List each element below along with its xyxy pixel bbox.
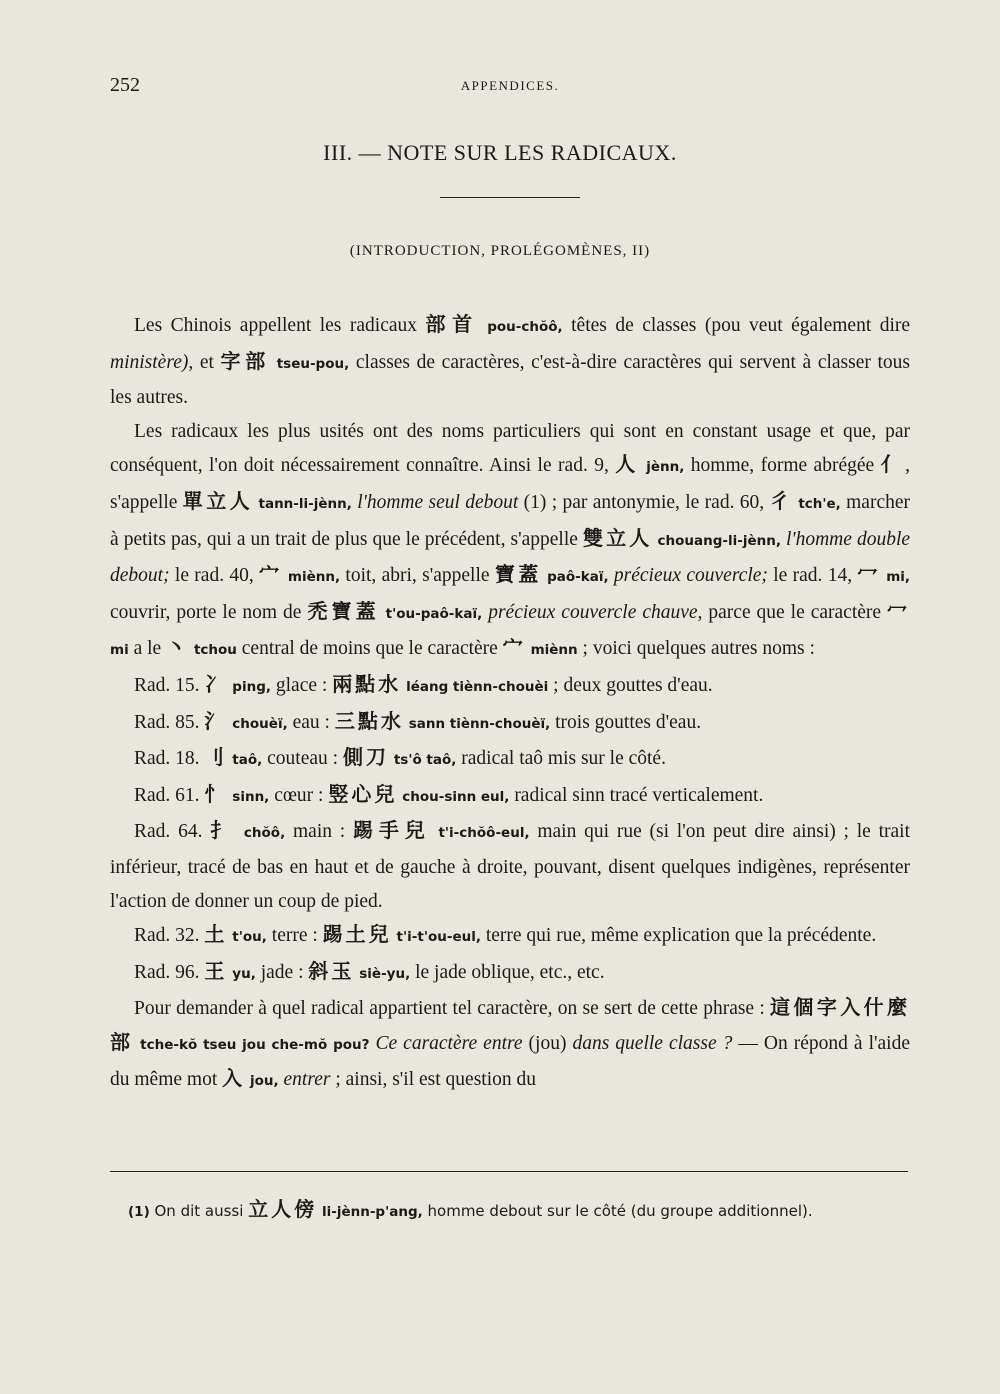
italic-term: précieux couvercle chauve, xyxy=(482,601,703,623)
text-run: toit, abri, s'appelle xyxy=(340,565,495,587)
radical-entry xyxy=(110,778,910,815)
text-run: , s'appelle xyxy=(110,455,911,513)
italic-term: Ce caractère entre xyxy=(369,1032,523,1054)
romanization: mi, xyxy=(886,569,911,586)
chinese-term: 丶 xyxy=(166,635,190,660)
text-run: le rad. 14, xyxy=(767,565,858,587)
page-header xyxy=(110,74,910,98)
radical-entry-64 xyxy=(110,814,910,918)
text-run: le jade oblique, etc., etc. xyxy=(410,961,605,983)
text-run: classes de caractères, c'est-à-dire caractères qui servent à classer tous les autres. xyxy=(110,351,911,409)
section-subtitle: (INTRODUCTION, PROLÉGOMÈNES, II) xyxy=(349,243,651,259)
chinese-term: 刂 xyxy=(204,745,228,770)
romanization: pou-chŏô, xyxy=(487,319,563,335)
text-run: main : xyxy=(285,821,353,843)
chinese-term: 彳 xyxy=(769,488,793,513)
chinese-term: 氵 xyxy=(204,708,228,733)
text-run: et xyxy=(193,351,221,373)
title-divider xyxy=(440,197,580,198)
radical-label: Rad. 64. xyxy=(134,821,203,843)
text-run: glace : xyxy=(271,674,333,696)
chinese-term: 王 xyxy=(204,958,228,983)
romanization: tann-li-jènn, xyxy=(258,495,352,512)
italic-term: l'homme double debout; xyxy=(110,528,911,587)
text-run: têtes de classes (pou veut également dire xyxy=(562,315,911,336)
radical-label: Rad. 15. xyxy=(134,674,200,696)
paragraph-radical-names xyxy=(110,415,910,668)
footnote-divider xyxy=(110,1171,908,1172)
chinese-term: 竪心兒 xyxy=(328,781,398,806)
text-run: cœur : xyxy=(269,784,329,806)
romanization: jènn, xyxy=(646,459,685,476)
chinese-term: 冖 xyxy=(887,598,911,623)
romanization: sinn, xyxy=(232,788,270,805)
paragraph-question-phrase xyxy=(110,991,910,1099)
text-run: Les Chinois appellent les radicaux xyxy=(134,315,426,336)
romanization: tchou xyxy=(193,642,237,659)
text-run: On dit aussi xyxy=(149,1202,249,1220)
italic-term: ministère), xyxy=(110,351,194,373)
chinese-term: 踢土兒 xyxy=(322,922,392,947)
italic-term: dans quelle classe ? xyxy=(572,1032,733,1054)
romanization: siè-yu, xyxy=(359,965,411,982)
chinese-term: 踢手兒 xyxy=(352,818,431,843)
text-run: Pour demander à quel radical appartient tel caractère, on se sert de cette phrase : xyxy=(134,998,771,1020)
romanization: t'i-chŏô-eul, xyxy=(438,825,530,842)
chinese-term: 扌 xyxy=(210,818,237,843)
chinese-term: 人 xyxy=(615,452,640,477)
romanization: tseu-pou, xyxy=(276,355,350,372)
romanization: t'i-t'ou-eul, xyxy=(396,929,481,946)
radical-label: Rad. 18. xyxy=(134,748,200,770)
text-run: a le xyxy=(128,638,167,660)
chinese-term: 禿寶蓋 xyxy=(307,598,380,623)
chinese-term: 入 xyxy=(222,1066,246,1091)
chinese-term: 立人傍 xyxy=(248,1197,318,1221)
text-run: main qui rue (si l'on peut dire ainsi) ; le trait inférieur, tracé de bas en haut et de gauche à droite, pouvant, disent quelques indigènes, représenter l'action de donner un coup de pied. xyxy=(110,821,910,912)
chinese-term: 側刀 xyxy=(342,745,389,770)
text-run: ; voici quelques autres noms : xyxy=(577,638,815,660)
text-run: trois gouttes d'eau. xyxy=(550,711,702,733)
radical-entry-96 xyxy=(110,955,910,992)
text-run: radical taô mis sur le côté. xyxy=(456,748,666,770)
chinese-term: 兩點水 xyxy=(332,671,402,696)
chinese-term: 忄 xyxy=(204,781,228,806)
radical-label: Rad. 32. xyxy=(134,925,200,947)
text-run: marcher à petits pas, qui a un trait de plus que le précédent, s'appelle xyxy=(110,491,911,550)
chinese-term: 單立人 xyxy=(182,488,254,513)
romanization: mi xyxy=(110,642,129,659)
romanization: miènn xyxy=(530,642,578,659)
chinese-term: 斜玉 xyxy=(308,958,355,983)
text-run: (jou) xyxy=(522,1032,573,1054)
chinese-term: 土 xyxy=(204,922,228,947)
chinese-term: 寶蓋 xyxy=(494,562,542,587)
page-number: 252 xyxy=(110,74,140,96)
chinese-term: 部首 xyxy=(425,312,479,336)
chinese-phrase: 這個字入什麼部 xyxy=(110,995,910,1054)
italic-term: l'homme seul debout xyxy=(351,491,519,513)
running-head: APPENDICES. xyxy=(460,78,560,93)
romanization: tch'e, xyxy=(798,495,841,512)
radical-label: Rad. 96. xyxy=(134,961,200,983)
romanization: sann tiènn-chouèï, xyxy=(408,715,551,732)
text-run: terre qui rue, même explication que la précédente. xyxy=(480,925,877,947)
text-run: radical sinn tracé verticalement. xyxy=(509,784,764,806)
romanization: chŏô, xyxy=(243,825,286,842)
text-run: — On répond à l'aide du même mot xyxy=(110,1032,911,1091)
romanization: t'ou, xyxy=(232,929,267,946)
footnote xyxy=(128,1193,908,1222)
text-run: ; ainsi, s'il est question du xyxy=(330,1069,537,1091)
radical-entry-32 xyxy=(110,918,910,955)
text-run: Les radicaux les plus usités ont des noms particuliers qui sont en constant usage et que, par conséquent, l'on doit nécessairement connaître. Ainsi le rad. 9, xyxy=(110,420,910,477)
text-run: central de moins que le caractère xyxy=(236,638,503,660)
romanization: jou, xyxy=(249,1073,279,1090)
radical-label: Rad. 85. xyxy=(134,711,200,733)
paragraph-radicals-intro xyxy=(110,308,910,415)
text-run: homme, forme abrégée xyxy=(684,455,881,477)
romanization: paô-kaï, xyxy=(547,569,609,586)
text-run: le rad. 40, xyxy=(169,565,260,587)
text-run: couteau : xyxy=(262,748,343,770)
chinese-term: 冫 xyxy=(204,671,228,696)
italic-term: précieux couvercle; xyxy=(608,565,768,587)
romanization: taô, xyxy=(232,752,263,769)
radical-entry xyxy=(110,741,910,778)
text-run: terre : xyxy=(266,925,323,947)
romanization: ts'ô taô, xyxy=(393,752,457,769)
chinese-term: 三點水 xyxy=(334,708,404,733)
romanization: chouang-li-jènn, xyxy=(657,532,781,549)
radical-entry xyxy=(110,705,910,742)
text-run: (1) ; par antonymie, le rad. 60, xyxy=(518,491,770,513)
italic-term: entrer xyxy=(278,1069,331,1091)
text-run: homme debout sur le côté (du groupe additionnel). xyxy=(422,1202,813,1220)
romanization: li-jènn-p'ang, xyxy=(321,1204,423,1220)
chinese-term: 冖 xyxy=(857,562,881,587)
chinese-term: 宀 xyxy=(259,562,283,587)
section-title: III. — NOTE SUR LES RADICAUX. xyxy=(323,140,677,165)
romanization: tche-kŏ tseu jou che-mŏ pou? xyxy=(140,1036,370,1053)
radical-entry xyxy=(110,668,910,705)
romanization: miènn, xyxy=(287,569,341,586)
body-text xyxy=(110,308,910,1099)
text-run: jade : xyxy=(255,961,309,983)
romanization: t'ou-paô-kaï, xyxy=(385,605,483,622)
footnote-number: (1) xyxy=(128,1204,150,1220)
romanization: yu, xyxy=(232,965,256,982)
text-run: eau : xyxy=(287,711,335,733)
chinese-term: 雙立人 xyxy=(582,525,653,550)
text-run: parce que le caractère xyxy=(702,601,888,623)
text-run: couvrir, porte le nom de xyxy=(110,601,308,623)
radical-label: Rad. 61. xyxy=(134,784,200,806)
romanization: léang tiènn-chouèi xyxy=(406,678,549,695)
romanization: ping, xyxy=(232,678,271,695)
chinese-term: 字部 xyxy=(220,348,271,373)
text-run: ; deux gouttes d'eau. xyxy=(548,674,713,696)
chinese-term: 宀 xyxy=(502,635,526,660)
chinese-term: 亻 xyxy=(880,452,906,477)
romanization: chou-sinn eul, xyxy=(402,788,510,805)
romanization: chouèï, xyxy=(232,715,288,732)
